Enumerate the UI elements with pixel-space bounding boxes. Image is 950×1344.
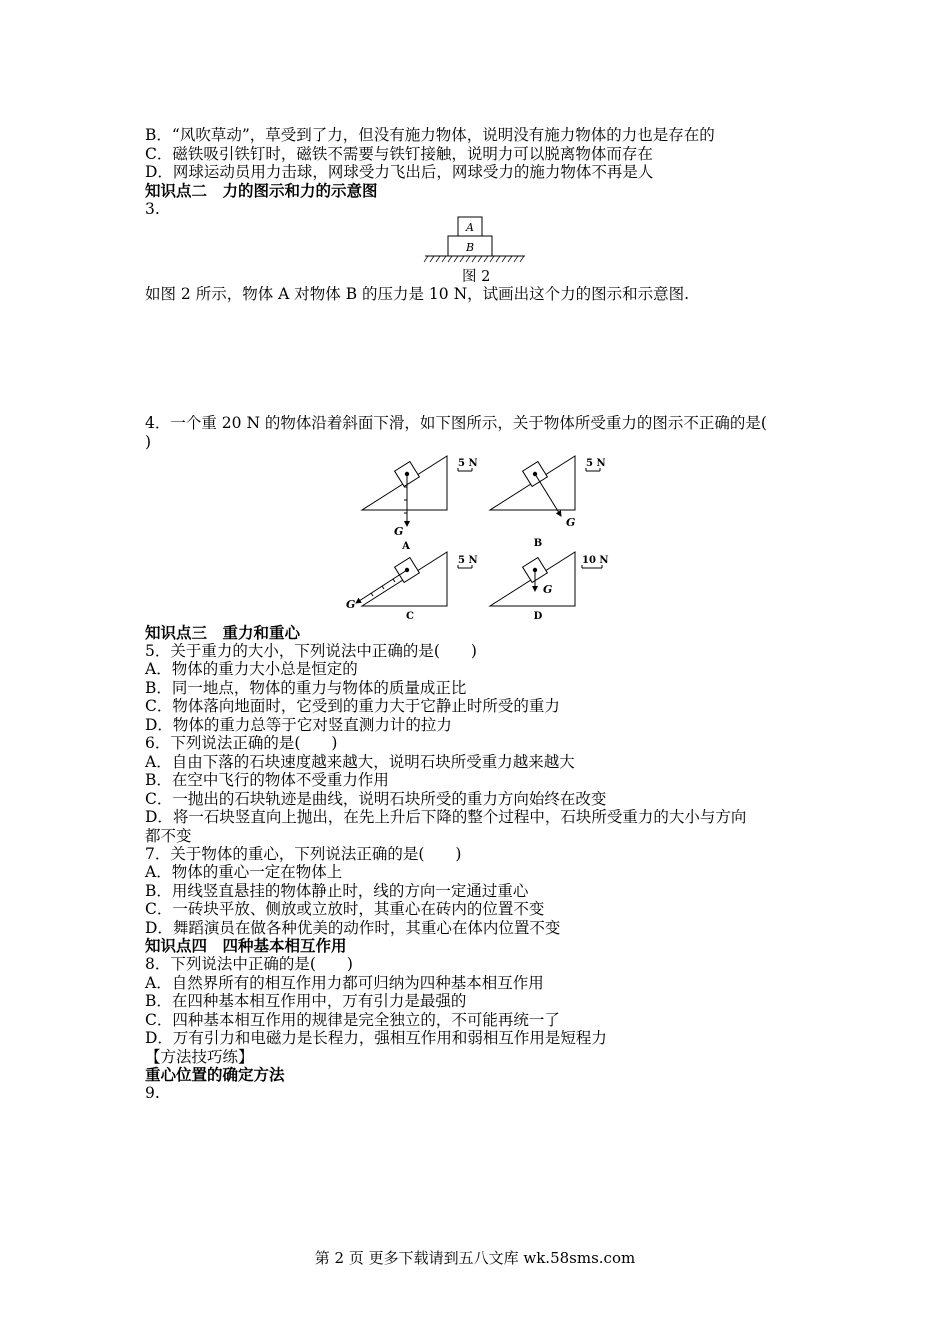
q7-stem: 7．关于物体的重心，下列说法正确的是( ) (145, 845, 462, 863)
scale-label-c: 5 N (458, 555, 478, 566)
scale-label-b: 5 N (586, 458, 606, 469)
q6-stem: 6．下列说法正确的是( ) (145, 734, 338, 752)
figure-2 (420, 212, 530, 270)
option-label-c: C (406, 611, 414, 622)
g-label-b: G (566, 516, 576, 529)
q5-option-a: A．物体的重力大小总是恒定的 (145, 660, 358, 678)
q9-number: 9. (145, 1084, 160, 1102)
g-label-a: G (394, 525, 404, 538)
q4-diagram-d (490, 552, 609, 622)
q6-option-c: C．一抛出的石块轨迹是曲线，说明石块所受的重力方向始终在改变 (145, 790, 607, 808)
section-heading-5: 重心位置的确定方法 (145, 1066, 285, 1084)
q2-option-b: B．“风吹草动”，草受到了力，但没有施力物体，说明没有施力物体的力也是存在的 (145, 126, 715, 144)
q4-stem-cont: ) (145, 433, 152, 451)
q8-option-d: D．万有引力和电磁力是长程力，强相互作用和弱相互作用是短程力 (145, 1029, 607, 1047)
q4-figure (340, 448, 620, 628)
option-label-b: B (533, 538, 543, 549)
q7-option-a: A．物体的重心一定在物体上 (145, 863, 343, 881)
section-heading-2: 知识点二 力的图示和力的示意图 (145, 182, 378, 200)
q2-option-d: D．网球运动员用力击球，网球受力飞出后，网球受力的施力物体不再是人 (145, 163, 654, 181)
q5-option-b: B．同一地点，物体的重力与物体的质量成正比 (145, 679, 467, 697)
q5-option-d: D．物体的重力总等于它对竖直测力计的拉力 (145, 716, 452, 734)
q7-option-d: D．舞蹈演员在做各种优美的动作时，其重心在体内位置不变 (145, 919, 561, 937)
option-label-d: D (533, 611, 543, 622)
q5-option-c: C．物体落向地面时，它受到的重力大于它静止时所受的重力 (145, 697, 560, 715)
figure-2-caption: 图 2 (462, 269, 491, 285)
q8-stem: 8．下列说法中正确的是( ) (145, 955, 353, 973)
q8-option-c: C．四种基本相互作用的规律是完全独立的，不可能再统一了 (145, 1011, 560, 1029)
q6-option-d-cont: 都不变 (145, 827, 192, 845)
g-label-d: G (543, 583, 553, 596)
q2-option-c: C．磁铁吸引铁钉时，磁铁不需要与铁钉接触，说明力可以脱离物体而存在 (145, 145, 653, 163)
q6-option-b: B．在空中飞行的物体不受重力作用 (145, 771, 389, 789)
method-heading: 【方法技巧练】 (145, 1048, 254, 1066)
option-label-a: A (402, 541, 410, 552)
q7-option-c: C．一砖块平放、侧放或立放时，其重心在砖内的位置不变 (145, 900, 545, 918)
q6-option-a: A．自由下落的石块速度越来越大，说明石块所受重力越来越大 (145, 753, 575, 771)
g-label-c: G (346, 598, 356, 611)
section-heading-3: 知识点三 重力和重心 (145, 624, 301, 642)
q4-stem: 4．一个重 20 N 的物体沿着斜面下滑，如下图所示，关于物体所受重力的图示不正确的是( (145, 414, 767, 432)
q3-text: 如图 2 所示，物体 A 对物体 B 的压力是 10 N，试画出这个力的图示和示意图. (145, 285, 690, 303)
block-a-label: A (466, 221, 474, 234)
block-b-label: B (465, 241, 475, 254)
q8-option-a: A．自然界所有的相互作用力都可归纳为四种基本相互作用 (145, 974, 544, 992)
q6-option-d: D．将一石块竖直向上抛出，在先上升后下降的整个过程中，石块所受重力的大小与方向 (145, 808, 747, 826)
q4-diagram-c (346, 552, 478, 622)
scale-label-a: 5 N (458, 458, 478, 469)
section-heading-4: 知识点四 四种基本相互作用 (145, 937, 347, 955)
q7-option-b: B．用线竖直悬挂的物体静止时，线的方向一定通过重心 (145, 882, 529, 900)
page-footer: 第 2 页 更多下载请到五八文库 wk.58sms.com (314, 1249, 636, 1267)
scale-label-d: 10 N (582, 555, 609, 566)
q4-diagram-b (490, 456, 606, 549)
q5-stem: 5．关于重力的大小，下列说法中正确的是( ) (145, 642, 477, 660)
q4-diagram-a (362, 456, 478, 552)
q3-number: 3. (145, 200, 160, 218)
q8-option-b: B．在四种基本相互作用中，万有引力是最强的 (145, 992, 467, 1010)
